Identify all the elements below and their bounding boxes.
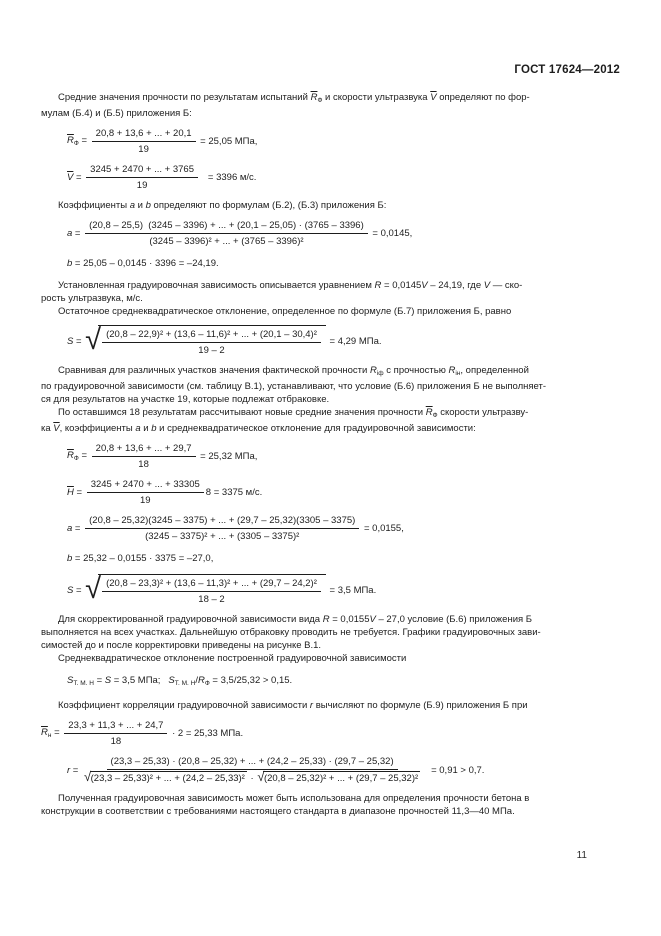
paragraph (41, 613, 620, 652)
formula-rhs (169, 727, 243, 740)
text-run: (20,8 – 25,5) (3245 – 3396) + ... + (20,1 – 25,05) · (3765 – 3396) (89, 220, 364, 231)
formula-line (67, 674, 620, 690)
formula-line (67, 219, 620, 248)
math-var: R (197, 675, 205, 686)
formula-line (67, 514, 620, 543)
overbar-var: $\overline{V}$ (430, 92, 437, 103)
text-run: = (78, 134, 90, 146)
math-var: S (67, 584, 74, 596)
text-run: = (93, 675, 105, 686)
text-run: 18 (110, 736, 122, 747)
text-run: По оставшимся 18 результатам рассчитывают новые средние значения прочности (58, 407, 426, 418)
fraction (83, 755, 421, 785)
fraction-numerator (85, 219, 368, 234)
fraction-denominator (138, 142, 149, 156)
formula-lhs (67, 227, 83, 240)
fraction (102, 577, 321, 606)
subscript: Ф (317, 97, 323, 104)
text-run: = 0,0145, (369, 228, 413, 239)
overbar-var: $\overline{R}$ (41, 726, 48, 738)
vinculum: (20,8 – 25,32)² + ... + (29,7 – 25,32)² (263, 773, 419, 784)
text-run: по градуировочной зависимости (см. таблицу В.1), устанавливают, что условие (Б.6) приложения Б не выполняет- (41, 381, 547, 392)
text-run: и (140, 423, 152, 434)
text-run: – 27,0 условие (Б.6) приложения Б (375, 614, 533, 625)
fraction-denominator (140, 493, 151, 507)
sqrt-radical (84, 771, 247, 785)
math-var: b (151, 423, 157, 434)
formula-lhs (67, 449, 90, 465)
text-run: = 4,29 МПа. (326, 335, 382, 347)
math-var: b (145, 200, 151, 211)
text-run: = 25,32 – 0,0155 · 3375 = –27,0, (72, 553, 214, 564)
subscript: Ф (204, 680, 210, 687)
fraction-denominator (198, 592, 224, 606)
formula-line (67, 442, 620, 471)
text-run: 3245 + 2470 + ... + 33305 (90, 479, 200, 490)
text-run: = (73, 335, 85, 347)
text-run: определяют по формулам (Б.2), (Б.3) приложения Б: (150, 200, 387, 211)
formula-rhs (198, 450, 258, 463)
text-run: симостей до и после корректировки приведены на рисунке В.1. (41, 640, 322, 651)
subscript: Т. М. Н (174, 680, 196, 687)
fraction-numerator (64, 719, 167, 734)
overbar-var: $\overline{H}$ (67, 487, 74, 498)
text-run: Сравнивая для различных участков значения фактической прочности (58, 365, 370, 376)
text-run: выполняется на всех участках. Дальнейшую отбраковку проводить не требуется. Графики градуировочных зави- (41, 627, 541, 638)
text-run: 19 (136, 180, 148, 191)
fraction (92, 127, 196, 156)
formula-lhs (67, 171, 84, 184)
fraction (86, 163, 198, 192)
text-run: = 0,0155, (361, 523, 404, 534)
formula-rhs (327, 335, 382, 348)
formula-lhs (67, 486, 85, 499)
fraction-denominator (138, 457, 149, 471)
subscript: Ф (73, 139, 79, 147)
sqrt-radical (85, 325, 326, 357)
math-var: a (67, 523, 73, 534)
formula-rhs (361, 522, 404, 535)
formula-lhs (67, 335, 84, 348)
math-var: S (168, 675, 175, 686)
text-run: 20,8 + 13,6 + ... + 20,1 (95, 128, 192, 139)
vinculum (98, 574, 326, 606)
math-var: R (322, 614, 330, 625)
fraction-denominator (198, 343, 224, 357)
text-run: с прочностью (383, 365, 449, 376)
math-var: S (67, 675, 74, 686)
fraction (87, 478, 204, 507)
formula-line (67, 127, 620, 156)
formula-line (67, 325, 620, 357)
formula-rhs (200, 171, 256, 184)
overbar-var: $\overline{R}$ (67, 134, 74, 146)
math-var: b (67, 258, 73, 269)
vinculum: (23,3 – 25,33)² + ... + (24,2 – 25,33)² (90, 773, 245, 784)
subscript: Ф (73, 454, 79, 462)
math-var: R (369, 365, 377, 376)
formula-line (67, 552, 620, 565)
math-var: V (421, 280, 428, 291)
fraction-denominator (83, 770, 421, 785)
formula-rhs (206, 486, 262, 499)
subscript: Ф (432, 412, 438, 419)
fraction (102, 328, 321, 357)
text-run: 19 (138, 144, 149, 155)
subscript: iн (455, 370, 461, 377)
fraction-denominator (111, 734, 122, 748)
fraction-numerator (92, 127, 196, 142)
text-run: 8 = 3375 м/с. (205, 487, 263, 498)
page-content (41, 91, 620, 818)
radical-sign: √ (84, 769, 92, 784)
formula-rhs (327, 584, 376, 597)
fraction-numerator (86, 163, 198, 178)
text-run: = (73, 584, 85, 596)
fraction-numerator (102, 577, 321, 592)
formula-line (67, 755, 620, 785)
vinculum (98, 325, 326, 357)
text-run: Для скорректированной градуировочной зависимости вида (58, 614, 323, 625)
fraction-numerator (92, 442, 196, 457)
text-run: = 25,05 МПа, (197, 136, 258, 147)
text-run: рость ультразвука, м/с. (41, 293, 143, 304)
radical-sign: √ (257, 769, 265, 784)
subscript: iф (376, 370, 384, 377)
radical-sign: √ (85, 324, 102, 356)
fraction-denominator (137, 178, 148, 192)
text-run: (20,8 – 23,3)² + (13,6 – 11,3)² + ... + (29,7 – 24,2)² (106, 578, 317, 589)
text-run: 19 (139, 495, 151, 506)
text-run: = (73, 487, 85, 498)
text-run: = 3396 м/с. (199, 172, 257, 183)
text-run: , коэффициенты (59, 423, 136, 434)
formula-rhs (198, 135, 258, 148)
sqrt-radical (85, 574, 326, 606)
text-run: = (51, 726, 63, 738)
fraction (64, 719, 167, 748)
text-run: = 0,0155 (329, 614, 370, 625)
text-run: = 0,91 > 0,7. (423, 764, 485, 776)
paragraph (41, 279, 620, 305)
text-run: = 25,05 – 0,0145 · 3396 = –24,19. (72, 258, 219, 269)
text-run: = 25,32 МПа, (197, 451, 258, 462)
text-run: / (195, 675, 198, 686)
math-var: R (374, 280, 382, 291)
math-var: V (483, 280, 491, 291)
text-run: и скорости ультразвука (322, 92, 431, 103)
fraction (92, 442, 196, 471)
text-run: скорости ультразву- (437, 407, 529, 418)
math-var: S (104, 675, 112, 686)
text-run: = (73, 172, 85, 183)
text-run: Коэффициенты (58, 200, 130, 211)
sqrt-radical (257, 771, 420, 785)
text-run: = 3,5 МПа. (326, 584, 377, 596)
formula-line (67, 163, 620, 192)
text-run: = (78, 449, 90, 461)
text-run: ка (41, 423, 54, 434)
text-run: определяют по фор- (436, 92, 530, 103)
math-var: V (369, 614, 376, 625)
fraction-numerator (107, 755, 398, 770)
text-run: = (72, 228, 84, 239)
formula-lhs (67, 584, 84, 597)
overbar-var: $\overline{V}$ (67, 172, 74, 183)
text-run: = 0,0145 (381, 280, 422, 291)
paragraph (41, 199, 620, 212)
paragraph (41, 305, 620, 318)
fraction-numerator (85, 514, 359, 529)
fraction (85, 219, 368, 248)
text-run: Полученная градуировочная зависимость может быть использована для определения прочности бетона в (58, 793, 530, 804)
text-run: (3245 – 3375)² + ... + (3305 – 3375)² (145, 531, 300, 542)
text-run: 3245 + 2470 + ... + 3765 (90, 164, 194, 175)
formula-rhs (423, 764, 484, 777)
text-run: и (135, 200, 146, 211)
formula-lhs (41, 726, 62, 742)
formula-lhs (67, 522, 83, 535)
paragraph (41, 792, 620, 818)
math-var: a (135, 423, 141, 434)
paragraph (41, 652, 620, 665)
text-run: Среднеквадратическое отклонение построенной градуировочной зависимости (58, 653, 407, 664)
math-var: r (67, 764, 71, 776)
overbar-var: $\overline{R}$ (67, 449, 74, 461)
fraction-denominator (149, 234, 303, 248)
text-run: = 3,5/25,32 > 0,15. (209, 675, 293, 686)
text-run: = (70, 764, 81, 776)
text-run: и среднеквадратическое отклонение для градуировочной зависимости: (156, 423, 476, 434)
formula-line (67, 574, 620, 606)
page-number: 11 (576, 850, 587, 861)
subscript: Т. М. Н (73, 680, 94, 687)
text-run: 18 – 2 (198, 594, 225, 605)
formula-line (41, 719, 620, 748)
text-run: Остаточное среднеквадратическое отклонение, определенное по формуле (Б.7) приложения Б, равно (58, 306, 512, 317)
formula-line (67, 478, 620, 507)
fraction-numerator (87, 478, 204, 493)
math-var: b (67, 553, 73, 564)
math-var: a (129, 200, 135, 211)
text-run: 20,8 + 13,6 + ... + 29,7 (95, 443, 192, 454)
paragraph (41, 406, 620, 435)
text-run: 23,3 + 11,3 + ... + 24,7 (68, 720, 164, 731)
text-run: (23,3 – 25,33) · (20,8 – 25,32) + ... + (24,2 – 25,33) · (29,7 – 25,32) (110, 756, 394, 767)
text-run: (20,8 – 22,9)² + (13,6 – 11,6)² + ... + (20,1 – 30,4)² (106, 329, 317, 340)
text-run: Средние значения прочности по результатам испытаний (58, 92, 311, 103)
text-run: = (72, 523, 84, 534)
overbar-var: $\overline{R}$ (425, 407, 433, 418)
formula-line (67, 257, 620, 270)
text-run: · (247, 773, 257, 784)
text-run: , определенной (460, 365, 529, 376)
fraction (85, 514, 359, 543)
overbar-var: $\overline{V}$ (53, 423, 60, 434)
text-run: мулам (Б.4) и (Б.5) приложения Б: (41, 108, 192, 119)
math-var: S (67, 335, 74, 347)
text-run: = 3,5 МПа; (111, 675, 169, 686)
standard-number: ГОСТ 17624—2012 (514, 64, 620, 76)
formula-lhs (67, 764, 81, 777)
formula-lhs (67, 134, 90, 150)
fraction-numerator (102, 328, 321, 343)
radical-sign: √ (85, 573, 102, 605)
text-run: конструкции в соответствии с требованиями настоящего стандарта в диапазоне прочностей 11,3—40 МПа. (41, 806, 515, 817)
subscript: н (47, 731, 52, 739)
paragraph (41, 364, 620, 406)
fraction-denominator (145, 529, 299, 543)
text-run: · 2 = 25,33 МПа. (169, 728, 244, 739)
text-run: вычисляют по формуле (Б.9) приложения Б при (313, 700, 528, 711)
text-run: — ско- (490, 280, 523, 291)
text-run: ся для результатов на участке 19, которые подлежат отбраковке. (41, 394, 330, 405)
text-run: – 24,19, где (427, 280, 484, 291)
math-var: a (67, 228, 73, 239)
text-run: 18 (138, 459, 149, 470)
formula-rhs (370, 227, 413, 240)
math-var: R (448, 365, 456, 376)
paragraph (41, 699, 620, 712)
text-run: Установленная градуировочная зависимость описывается уравнением (58, 280, 375, 291)
math-var: r (309, 700, 314, 711)
text-run: 19 – 2 (198, 345, 225, 356)
text-run: (20,8 – 25,32)(3245 – 3375) + ... + (29,7 – 25,32)(3305 – 3375) (89, 515, 356, 526)
paragraph (41, 91, 620, 120)
text-run: Коэффициент корреляции градуировочной зависимости (58, 700, 310, 711)
overbar-var: $\overline{R}$ (310, 92, 318, 103)
text-run: (3245 – 3396)² + ... + (3765 – 3396)² (149, 236, 304, 247)
